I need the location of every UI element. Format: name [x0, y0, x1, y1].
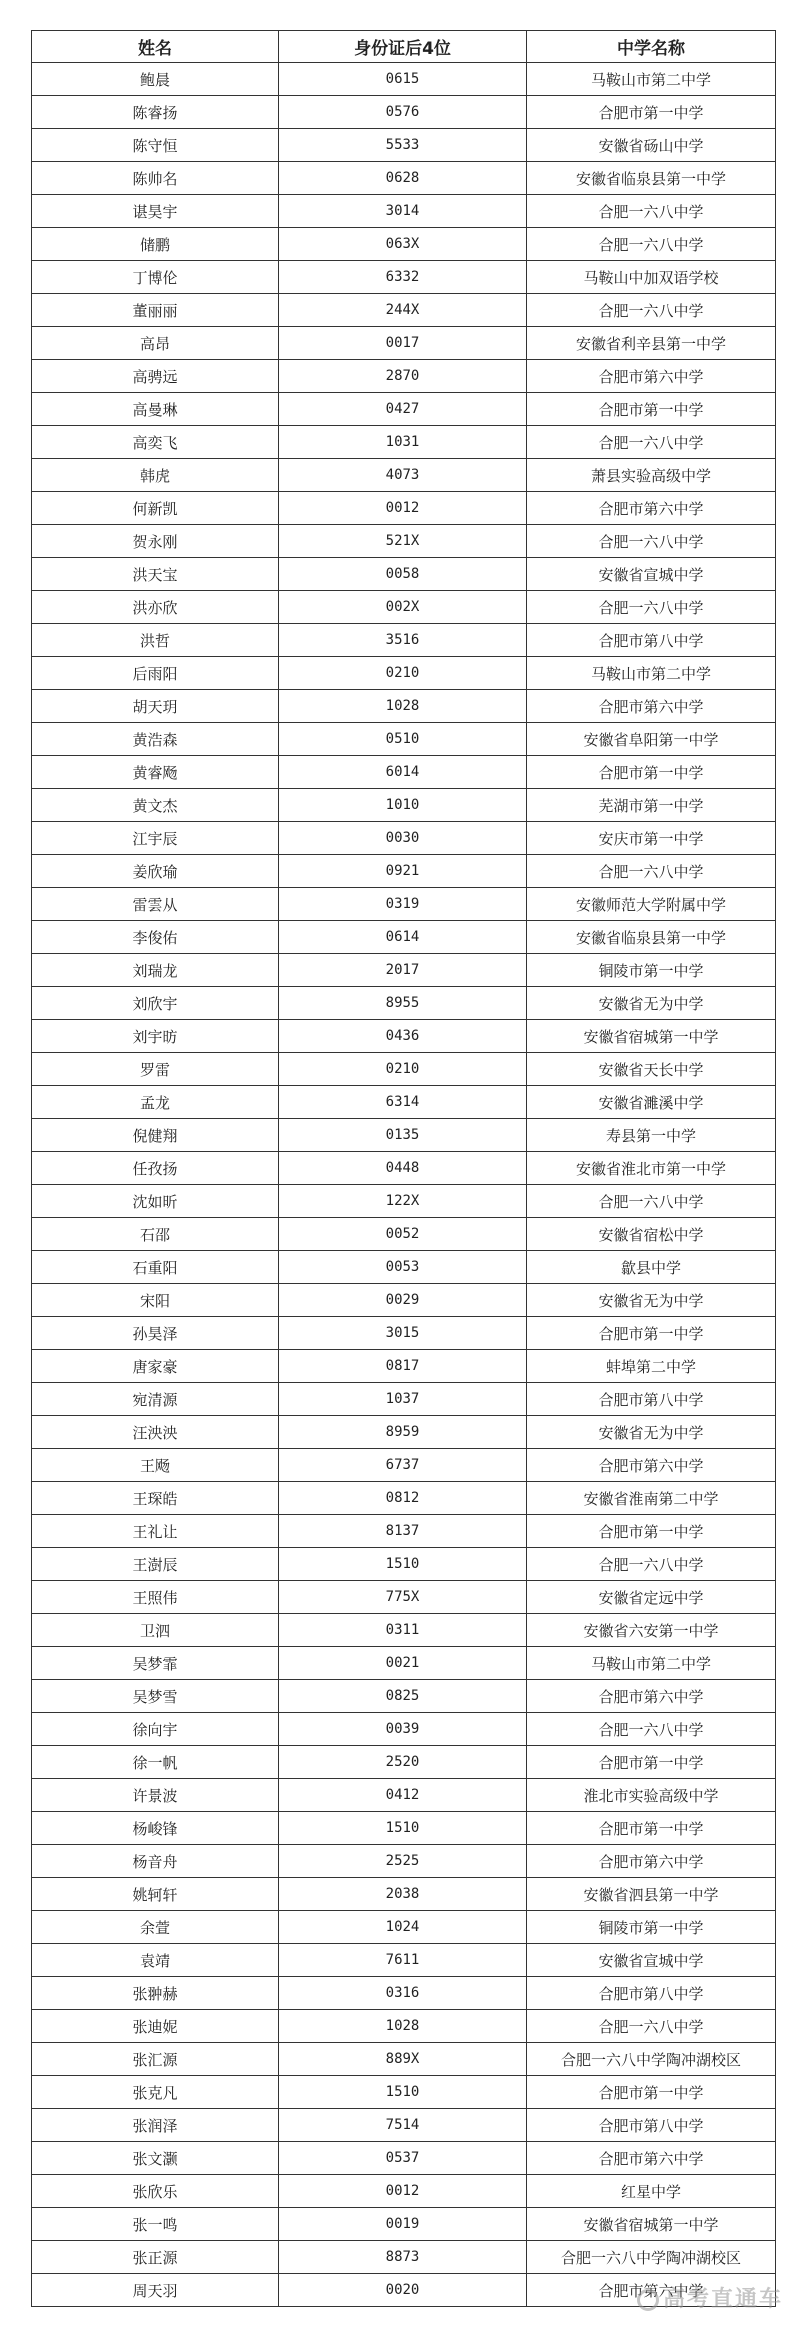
table-row: [32, 1350, 776, 1383]
cell-id-last4: 8873: [279, 2241, 527, 2274]
cell-school: 合肥一六八中学: [527, 426, 776, 459]
cell-school: 合肥一六八中学: [527, 525, 776, 558]
cell-id-last4: 1010: [279, 789, 527, 822]
cell-school: 安徽省宿城第一中学: [527, 1020, 776, 1053]
cell-name: 江宇辰: [32, 822, 279, 855]
table-row: [32, 1977, 776, 2010]
cell-name: 任孜扬: [32, 1152, 279, 1185]
cell-name: 黄文杰: [32, 789, 279, 822]
cell-school: 安徽省临泉县第一中学: [527, 162, 776, 195]
table-row: [32, 624, 776, 657]
cell-school: 歙县中学: [527, 1251, 776, 1284]
table-row: [32, 2010, 776, 2043]
cell-id-last4: 0614: [279, 921, 527, 954]
cell-id-last4: 1031: [279, 426, 527, 459]
cell-school: 合肥一六八中学: [527, 1548, 776, 1581]
table-row: [32, 1086, 776, 1119]
cell-name: 张一鸣: [32, 2208, 279, 2241]
cell-id-last4: 2017: [279, 954, 527, 987]
cell-name: 何新凯: [32, 492, 279, 525]
cell-school: 安徽省砀山中学: [527, 129, 776, 162]
cell-school: 合肥市第八中学: [527, 2109, 776, 2142]
cell-id-last4: 0039: [279, 1713, 527, 1746]
cell-name: 余萱: [32, 1911, 279, 1944]
cell-name: 高昂: [32, 327, 279, 360]
cell-name: 徐向宇: [32, 1713, 279, 1746]
cell-name: 黄浩森: [32, 723, 279, 756]
cell-id-last4: 6014: [279, 756, 527, 789]
cell-name: 雷雲从: [32, 888, 279, 921]
table-row: [32, 723, 776, 756]
table-row: [32, 525, 776, 558]
table-row: [32, 1416, 776, 1449]
cell-school: 合肥市第八中学: [527, 1383, 776, 1416]
cell-name: 徐一帆: [32, 1746, 279, 1779]
cell-id-last4: 244X: [279, 294, 527, 327]
cell-school: 安徽省无为中学: [527, 1284, 776, 1317]
cell-school: 合肥市第六中学: [527, 1845, 776, 1878]
cell-name: 王礼让: [32, 1515, 279, 1548]
cell-id-last4: 1510: [279, 1548, 527, 1581]
cell-id-last4: 0020: [279, 2274, 527, 2307]
cell-id-last4: 7514: [279, 2109, 527, 2142]
cell-name: 王澍辰: [32, 1548, 279, 1581]
cell-name: 董丽丽: [32, 294, 279, 327]
cell-id-last4: 2038: [279, 1878, 527, 1911]
cell-name: 倪健翔: [32, 1119, 279, 1152]
cell-id-last4: 4073: [279, 459, 527, 492]
table-row: [32, 228, 776, 261]
cell-id-last4: 0058: [279, 558, 527, 591]
cell-id-last4: 0029: [279, 1284, 527, 1317]
cell-school: 萧县实验高级中学: [527, 459, 776, 492]
cell-school: 寿县第一中学: [527, 1119, 776, 1152]
cell-id-last4: 1037: [279, 1383, 527, 1416]
table-row: [32, 261, 776, 294]
cell-name: 高奕飞: [32, 426, 279, 459]
cell-school: 合肥一六八中学: [527, 228, 776, 261]
cell-id-last4: 0825: [279, 1680, 527, 1713]
cell-school: 安徽省泗县第一中学: [527, 1878, 776, 1911]
cell-name: 丁博伦: [32, 261, 279, 294]
table-row: [32, 2043, 776, 2076]
cell-name: 高曼琳: [32, 393, 279, 426]
table-row: [32, 1152, 776, 1185]
table-row: [32, 294, 776, 327]
table-row: [32, 162, 776, 195]
cell-school: 合肥市第六中学: [527, 492, 776, 525]
cell-id-last4: 2520: [279, 1746, 527, 1779]
cell-id-last4: 889X: [279, 2043, 527, 2076]
cell-id-last4: 2525: [279, 1845, 527, 1878]
table-row: [32, 2076, 776, 2109]
cell-id-last4: 0053: [279, 1251, 527, 1284]
table-row: [32, 327, 776, 360]
table-row: [32, 1680, 776, 1713]
cell-name: 洪哲: [32, 624, 279, 657]
table-row: [32, 360, 776, 393]
table-row: [32, 1944, 776, 1977]
cell-id-last4: 0030: [279, 822, 527, 855]
table-row: [32, 63, 776, 96]
cell-school: 安徽省六安第一中学: [527, 1614, 776, 1647]
table-row: [32, 591, 776, 624]
cell-school: 铜陵市第一中学: [527, 954, 776, 987]
cell-name: 鲍晨: [32, 63, 279, 96]
cell-school: 安徽省定远中学: [527, 1581, 776, 1614]
cell-id-last4: 0412: [279, 1779, 527, 1812]
table-row: [32, 954, 776, 987]
cell-name: 卫泗: [32, 1614, 279, 1647]
cell-name: 洪亦欣: [32, 591, 279, 624]
cell-school: 合肥市第八中学: [527, 624, 776, 657]
cell-name: 孙昊泽: [32, 1317, 279, 1350]
cell-school: 安徽省无为中学: [527, 987, 776, 1020]
cell-school: 安徽省宿松中学: [527, 1218, 776, 1251]
table-row: [32, 2208, 776, 2241]
watermark: [637, 2282, 783, 2313]
cell-school: 合肥一六八中学: [527, 591, 776, 624]
cell-id-last4: 0615: [279, 63, 527, 96]
cell-school: 芜湖市第一中学: [527, 789, 776, 822]
cell-id-last4: 0012: [279, 2175, 527, 2208]
cell-name: 汪泱泱: [32, 1416, 279, 1449]
cell-school: 安徽省天长中学: [527, 1053, 776, 1086]
cell-school: 安庆市第一中学: [527, 822, 776, 855]
table-row: [32, 756, 776, 789]
cell-id-last4: 5533: [279, 129, 527, 162]
table-row: [32, 1746, 776, 1779]
cell-name: 王照伟: [32, 1581, 279, 1614]
cell-school: 铜陵市第一中学: [527, 1911, 776, 1944]
cell-school: 马鞍山市第二中学: [527, 657, 776, 690]
table-row: [32, 2175, 776, 2208]
cell-school: 合肥市第六中学: [527, 360, 776, 393]
table-row: [32, 426, 776, 459]
cell-name: 张润泽: [32, 2109, 279, 2142]
cell-school: 马鞍山市第二中学: [527, 63, 776, 96]
table-row: [32, 1878, 776, 1911]
cell-id-last4: 8137: [279, 1515, 527, 1548]
cell-name: 韩虎: [32, 459, 279, 492]
cell-name: 张迪妮: [32, 2010, 279, 2043]
cell-name: 陈守恒: [32, 129, 279, 162]
table-row: [32, 1284, 776, 1317]
cell-id-last4: 0436: [279, 1020, 527, 1053]
cell-name: 孟龙: [32, 1086, 279, 1119]
cell-school: 合肥市第一中学: [527, 1515, 776, 1548]
table-row: [32, 1449, 776, 1482]
table-row: [32, 822, 776, 855]
cell-name: 唐家豪: [32, 1350, 279, 1383]
cell-id-last4: 2870: [279, 360, 527, 393]
cell-name: 陈睿扬: [32, 96, 279, 129]
cell-id-last4: 0210: [279, 657, 527, 690]
cell-id-last4: 0316: [279, 1977, 527, 2010]
cell-id-last4: 0812: [279, 1482, 527, 1515]
cell-school: 安徽省宣城中学: [527, 558, 776, 591]
table-row: [32, 129, 776, 162]
table-row: [32, 987, 776, 1020]
cell-school: 安徽省临泉县第一中学: [527, 921, 776, 954]
cell-id-last4: 0576: [279, 96, 527, 129]
cell-id-last4: 3014: [279, 195, 527, 228]
table-row: [32, 1383, 776, 1416]
cell-name: 刘瑞龙: [32, 954, 279, 987]
cell-name: 李俊佑: [32, 921, 279, 954]
cell-name: 罗雷: [32, 1053, 279, 1086]
cell-name: 张翀赫: [32, 1977, 279, 2010]
watermark-logo-icon: [637, 2289, 659, 2311]
table-row: [32, 921, 776, 954]
table-row: [32, 1845, 776, 1878]
cell-name: 宛清源: [32, 1383, 279, 1416]
header-id-last4: 身份证后4位: [279, 31, 527, 63]
cell-school: 合肥一六八中学: [527, 855, 776, 888]
cell-name: 谌昊宇: [32, 195, 279, 228]
table-row: [32, 558, 776, 591]
header-name: 姓名: [32, 31, 279, 63]
table-row: [32, 1779, 776, 1812]
cell-name: 刘欣宇: [32, 987, 279, 1020]
table-row: [32, 2142, 776, 2175]
cell-id-last4: 1028: [279, 690, 527, 723]
cell-name: 沈如昕: [32, 1185, 279, 1218]
cell-id-last4: 3015: [279, 1317, 527, 1350]
cell-id-last4: 6332: [279, 261, 527, 294]
cell-id-last4: 1510: [279, 1812, 527, 1845]
cell-school: 合肥市第六中学: [527, 690, 776, 723]
cell-id-last4: 0817: [279, 1350, 527, 1383]
cell-name: 黄睿飏: [32, 756, 279, 789]
table-row: [32, 1812, 776, 1845]
cell-id-last4: 002X: [279, 591, 527, 624]
cell-school: 蚌埠第二中学: [527, 1350, 776, 1383]
cell-name: 吴梦霏: [32, 1647, 279, 1680]
cell-id-last4: 8955: [279, 987, 527, 1020]
cell-school: 合肥一六八中学: [527, 2010, 776, 2043]
cell-id-last4: 0921: [279, 855, 527, 888]
cell-school: 合肥市第八中学: [527, 1977, 776, 2010]
cell-school: 安徽省宿城第一中学: [527, 2208, 776, 2241]
cell-name: 胡天玥: [32, 690, 279, 723]
cell-name: 杨音舟: [32, 1845, 279, 1878]
cell-name: 姚轲轩: [32, 1878, 279, 1911]
cell-school: 合肥市第一中学: [527, 393, 776, 426]
table-row: [32, 492, 776, 525]
cell-name: 储鹏: [32, 228, 279, 261]
student-roster-table: [31, 30, 776, 2307]
cell-school: 合肥市第一中学: [527, 756, 776, 789]
cell-name: 高骋远: [32, 360, 279, 393]
cell-school: 马鞍山市第二中学: [527, 1647, 776, 1680]
cell-id-last4: 0012: [279, 492, 527, 525]
cell-school: 安徽省无为中学: [527, 1416, 776, 1449]
cell-id-last4: 0135: [279, 1119, 527, 1152]
cell-name: 许景波: [32, 1779, 279, 1812]
cell-id-last4: 0311: [279, 1614, 527, 1647]
cell-id-last4: 1024: [279, 1911, 527, 1944]
cell-id-last4: 0021: [279, 1647, 527, 1680]
cell-id-last4: 122X: [279, 1185, 527, 1218]
cell-school: 合肥市第六中学: [527, 1680, 776, 1713]
cell-school: 合肥一六八中学: [527, 1185, 776, 1218]
cell-name: 周天羽: [32, 2274, 279, 2307]
cell-id-last4: 0210: [279, 1053, 527, 1086]
cell-name: 后雨阳: [32, 657, 279, 690]
cell-school: 安徽省濉溪中学: [527, 1086, 776, 1119]
cell-school: 合肥一六八中学: [527, 195, 776, 228]
table-row: [32, 459, 776, 492]
cell-school: 合肥一六八中学: [527, 294, 776, 327]
cell-name: 陈帅名: [32, 162, 279, 195]
cell-id-last4: 063X: [279, 228, 527, 261]
cell-name: 石邵: [32, 1218, 279, 1251]
cell-school: 安徽省利辛县第一中学: [527, 327, 776, 360]
table-row: [32, 1020, 776, 1053]
cell-id-last4: 0537: [279, 2142, 527, 2175]
cell-name: 王飏: [32, 1449, 279, 1482]
cell-id-last4: 7611: [279, 1944, 527, 1977]
cell-id-last4: 1028: [279, 2010, 527, 2043]
table-row: [32, 1317, 776, 1350]
cell-name: 姜欣瑜: [32, 855, 279, 888]
cell-school: 合肥市第一中学: [527, 1317, 776, 1350]
cell-school: 合肥市第一中学: [527, 1812, 776, 1845]
cell-id-last4: 0019: [279, 2208, 527, 2241]
table-row: [32, 1548, 776, 1581]
cell-school: 马鞍山中加双语学校: [527, 261, 776, 294]
cell-school: 合肥市第六中学: [527, 2274, 776, 2307]
cell-name: 张克凡: [32, 2076, 279, 2109]
watermark-text: 高考直通车: [662, 2287, 783, 2312]
cell-school: 红星中学: [527, 2175, 776, 2208]
table-row: [32, 1251, 776, 1284]
table-row: [32, 1053, 776, 1086]
cell-id-last4: 8959: [279, 1416, 527, 1449]
cell-name: 吴梦雪: [32, 1680, 279, 1713]
cell-school: 合肥市第六中学: [527, 1449, 776, 1482]
cell-school: 安徽省宣城中学: [527, 1944, 776, 1977]
cell-id-last4: 0427: [279, 393, 527, 426]
cell-name: 宋阳: [32, 1284, 279, 1317]
cell-id-last4: 521X: [279, 525, 527, 558]
cell-name: 洪天宝: [32, 558, 279, 591]
cell-id-last4: 0052: [279, 1218, 527, 1251]
table-row: [32, 1911, 776, 1944]
cell-name: 贺永刚: [32, 525, 279, 558]
cell-school: 合肥一六八中学: [527, 1713, 776, 1746]
table-row: [32, 657, 776, 690]
header-school: 中学名称: [527, 31, 776, 63]
cell-school: 合肥市第一中学: [527, 2076, 776, 2109]
table-row: [32, 2109, 776, 2142]
cell-id-last4: 0510: [279, 723, 527, 756]
cell-school: 安徽省淮南第二中学: [527, 1482, 776, 1515]
cell-name: 张正源: [32, 2241, 279, 2274]
cell-name: 张汇源: [32, 2043, 279, 2076]
table-row: [32, 1185, 776, 1218]
table-row: [32, 2241, 776, 2274]
table-row: [32, 195, 776, 228]
cell-id-last4: 3516: [279, 624, 527, 657]
cell-name: 张欣乐: [32, 2175, 279, 2208]
cell-id-last4: 0017: [279, 327, 527, 360]
cell-school: 淮北市实验高级中学: [527, 1779, 776, 1812]
cell-school: 合肥市第六中学: [527, 2142, 776, 2175]
cell-school: 合肥一六八中学陶冲湖校区: [527, 2241, 776, 2274]
cell-school: 安徽师范大学附属中学: [527, 888, 776, 921]
table-row: [32, 1713, 776, 1746]
cell-school: 合肥市第一中学: [527, 96, 776, 129]
cell-id-last4: 6314: [279, 1086, 527, 1119]
cell-school: 安徽省阜阳第一中学: [527, 723, 776, 756]
table-row: [32, 1482, 776, 1515]
table-row: [32, 1614, 776, 1647]
table-row: [32, 1647, 776, 1680]
table-row: [32, 393, 776, 426]
cell-name: 杨峻锋: [32, 1812, 279, 1845]
cell-name: 石重阳: [32, 1251, 279, 1284]
table-row: [32, 1515, 776, 1548]
cell-name: 刘宇昉: [32, 1020, 279, 1053]
cell-id-last4: 0448: [279, 1152, 527, 1185]
cell-school: 合肥市第一中学: [527, 1746, 776, 1779]
cell-school: 合肥一六八中学陶冲湖校区: [527, 2043, 776, 2076]
table-row: [32, 1581, 776, 1614]
header-row: [32, 31, 776, 63]
table-row: [32, 96, 776, 129]
cell-id-last4: 6737: [279, 1449, 527, 1482]
table-row: [32, 1218, 776, 1251]
cell-id-last4: 0628: [279, 162, 527, 195]
cell-id-last4: 1510: [279, 2076, 527, 2109]
table-row: [32, 855, 776, 888]
cell-name: 袁靖: [32, 1944, 279, 1977]
cell-name: 王琛皓: [32, 1482, 279, 1515]
cell-id-last4: 775X: [279, 1581, 527, 1614]
table-row: [32, 789, 776, 822]
cell-id-last4: 0319: [279, 888, 527, 921]
table-row: [32, 1119, 776, 1152]
cell-name: 张文灏: [32, 2142, 279, 2175]
cell-school: 安徽省淮北市第一中学: [527, 1152, 776, 1185]
table-body: [32, 63, 776, 2307]
table-row: [32, 690, 776, 723]
table-row: [32, 888, 776, 921]
